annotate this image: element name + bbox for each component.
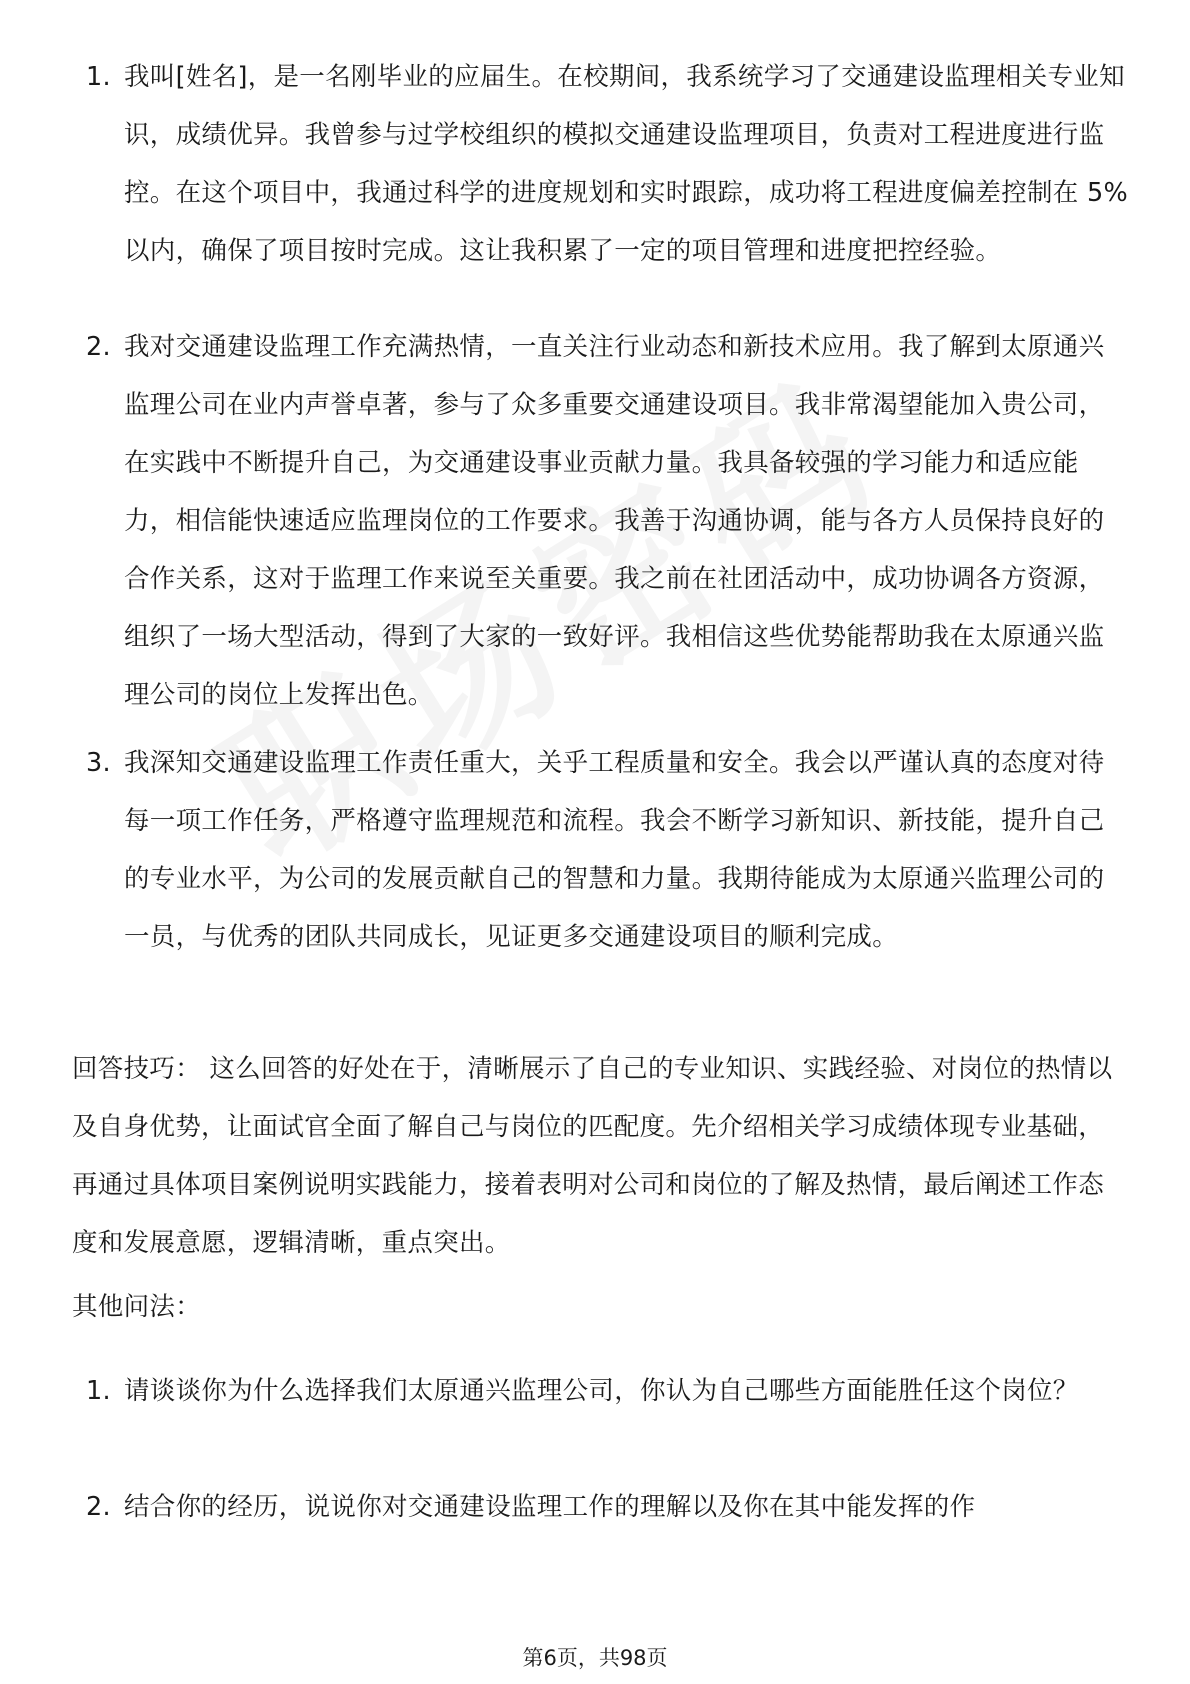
list-item-text: 我叫[姓名]，是一名刚毕业的应届生。在校期间，我系统学习了交通建设监理相关专业知识，成绩优异。我曾参与过学校组织的模拟交通建设监理项目，负责对工程进度进行监控。在这个项目中，我通过科学的进度规划和实时跟踪，成功将工程进度偏差控制在 5%以内，确保了项目按时完成。这让我积累了一定的项目管理和进度把控经验。	[124, 62, 1129, 266]
list-number: 3.	[86, 748, 111, 778]
list-item	[0, 734, 1190, 966]
list-item	[0, 1362, 1190, 1478]
answer-list	[0, 48, 1190, 966]
list-item-text: 请谈谈你为什么选择我们太原通兴监理公司，你认为自己哪些方面能胜任这个岗位？	[124, 1376, 1079, 1406]
answer-tips: 回答技巧： 这么回答的好处在于，清晰展示了自己的专业知识、实践经验、对岗位的热情以及自身优势，让面试官全面了解自己与岗位的匹配度。先介绍相关学习成绩体现专业基础，再通过具体项目案例说明实践能力，接着表明对公司和岗位的了解及热情，最后阐述工作态度和发展意愿，逻辑清晰，重点突出。	[72, 1054, 1113, 1258]
list-item	[0, 48, 1190, 318]
list-item	[0, 318, 1190, 734]
list-number: 2.	[86, 332, 111, 362]
list-number: 1.	[86, 62, 111, 92]
other-questions-list	[0, 1362, 1190, 1536]
list-item-text: 我对交通建设监理工作充满热情，一直关注行业动态和新技术应用。我了解到太原通兴监理公司在业内声誉卓著，参与了众多重要交通建设项目。我非常渴望能加入贵公司，在实践中不断提升自己，为交通建设事业贡献力量。我具备较强的学习能力和适应能力，相信能快速适应监理岗位的工作要求。我善于沟通协调，能与各方人员保持良好的合作关系，这对于监理工作来说至关重要。我之前在社团活动中，成功协调各方资源，组织了一场大型活动，得到了大家的一致好评。我相信这些优势能帮助我在太原通兴监理公司的岗位上发挥出色。	[124, 332, 1105, 710]
list-item	[0, 1478, 1190, 1536]
other-questions-heading: 其他问法：	[72, 1292, 202, 1322]
list-item-text: 结合你的经历，说说你对交通建设监理工作的理解以及你在其中能发挥的作	[124, 1492, 976, 1522]
list-number: 2.	[86, 1492, 111, 1522]
page-footer: 第6页，共98页	[522, 1646, 668, 1670]
list-number: 1.	[86, 1376, 111, 1406]
list-item-text: 我深知交通建设监理工作责任重大，关乎工程质量和安全。我会以严谨认真的态度对待每一项工作任务，严格遵守监理规范和流程。我会不断学习新知识、新技能，提升自己的专业水平，为公司的发展贡献自己的智慧和力量。我期待能成为太原通兴监理公司的一员，与优秀的团队共同成长，见证更多交通建设项目的顺利完成。	[124, 748, 1105, 952]
